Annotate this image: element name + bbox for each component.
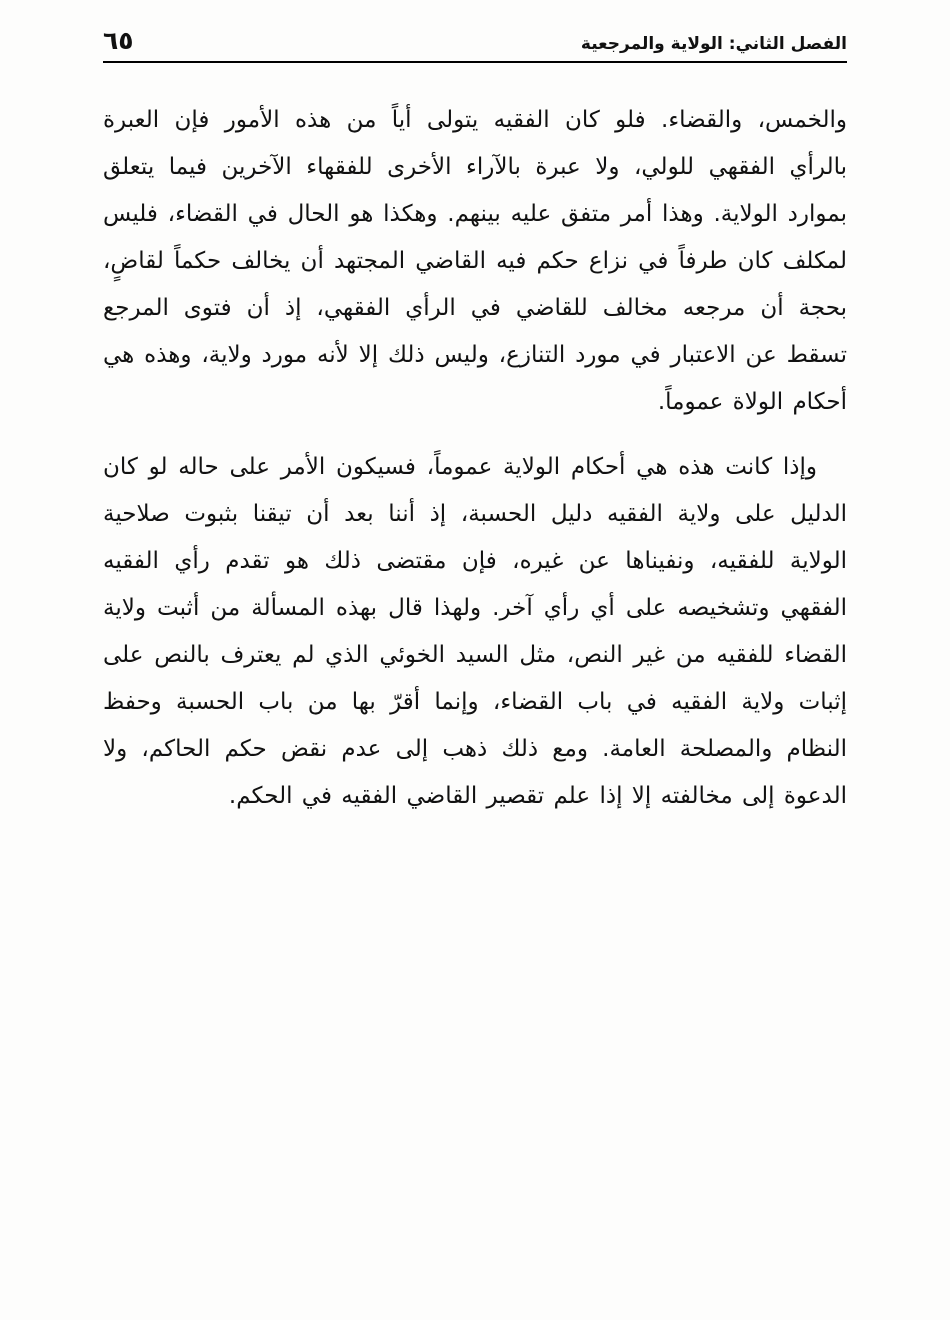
chapter-title: الفصل الثاني: الولاية والمرجعية xyxy=(580,34,847,54)
page-number: ٦٥ xyxy=(103,26,134,55)
paragraph: والخمس، والقضاء. فلو كان الفقيه يتولى أياً من هذه الأمور فإن العبرة بالرأي الفقهي للولي، ولا عبرة بالآراء الأخرى للفقهاء الآخرين فيما يتعلق بموارد الولاية. وهذا أمر متفق عليه بينهم. وهكذا هو الحال في القضاء، فليس لمكلف كان طرفاً في نزاع حكم فيه القاضي المجتهد أن يخالف حكماً لقاضٍ، بحجة أن مرجعه مخالف للقاضي في الرأي الفقهي، إذ أن فتوى المرجع تسقط عن الاعتبار في مورد التنازع، وليس ذلك إلا لأنه مورد ولاية، وهذه هي أحكام الولاة عموماً. xyxy=(103,107,847,415)
header-rule xyxy=(103,61,847,63)
paragraph: وإذا كانت هذه هي أحكام الولاية عموماً، فسيكون الأمر على حاله لو كان الدليل على ولاية الفقيه دليل الحسبة، إذ أننا بعد أن تيقنا بثبوت صلاحية الولاية للفقيه، ونفيناها عن غيره، فإن مقتضى ذلك هو تقدم رأي الفقيه الفقهي وتشخيصه على أي رأي آخر. ولهذا قال بهذه المسألة من أثبت ولاية القضاء للفقيه من غير النص، مثل السيد الخوئي الذي لم يعترف بالنص على إثبات ولاية الفقيه في باب القضاء، وإنما أقرّ بها من باب الحسبة وحفظ النظام والمصلحة العامة. ومع ذلك ذهب إلى عدم نقض حكم الحاكم، ولا الدعوة إلى مخالفته إلا إذا علم تقصير القاضي الفقيه في الحكم. xyxy=(103,454,847,809)
page-header xyxy=(103,26,847,55)
page-body xyxy=(103,97,847,820)
